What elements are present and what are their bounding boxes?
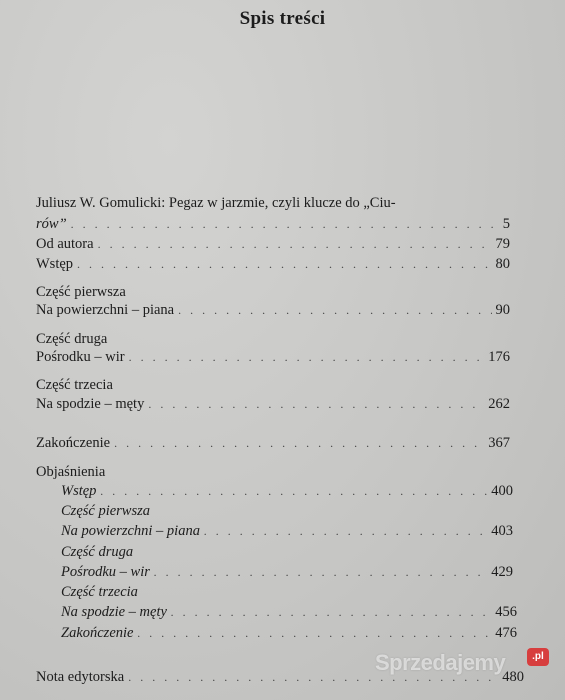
toc-entry-page: 262	[488, 396, 510, 412]
toc-entry-notes-wstep	[61, 482, 513, 500]
toc-entry-label: Na spodzie – męty	[36, 396, 145, 412]
toc-entry-notes-part-3	[61, 603, 517, 621]
toc-entry-page: 5	[502, 216, 510, 232]
notes-heading: Objaśnienia	[36, 464, 106, 480]
notes-part-heading: Część trzecia	[61, 584, 138, 600]
toc-entry-label: Wstęp	[61, 483, 97, 499]
leader-dots	[77, 255, 491, 273]
toc-entry-page: 90	[495, 302, 510, 318]
leader-dots	[114, 434, 484, 452]
toc-entry-label: Wstęp	[36, 256, 74, 272]
toc-entry-part-3	[36, 395, 510, 413]
toc-entry-od-autora	[36, 235, 510, 253]
part-heading: Część trzecia	[36, 377, 113, 393]
toc-entry-notes-part-1	[61, 522, 513, 540]
toc-entry-label: Nota edytorska	[36, 669, 125, 685]
toc-entry-page: 176	[488, 349, 510, 365]
toc-entry-page: 367	[488, 435, 510, 451]
toc-entry-label: Na spodzie – męty	[61, 604, 167, 620]
watermark-text: Sprzedajemy	[375, 650, 506, 675]
toc-entry-label: Zakończenie	[36, 435, 111, 451]
toc-entry-intro	[36, 215, 510, 233]
toc-entry-page: 79	[495, 236, 510, 252]
page-title: Spis treści	[239, 8, 326, 29]
toc-entry-page: 400	[491, 483, 513, 499]
intro-line-1	[36, 194, 396, 212]
toc-entry-notes-part-2	[61, 563, 513, 581]
watermark-logo	[375, 646, 553, 686]
toc-entry-page: 403	[491, 523, 513, 539]
leader-dots	[178, 301, 491, 319]
toc-entry-part-2	[36, 348, 510, 366]
leader-dots	[148, 395, 484, 413]
toc-entry-page: 476	[495, 625, 517, 641]
toc-entry-label: Od autora	[36, 236, 94, 252]
intro-text: Juliusz W. Gomulicki: Pegaz w jarzmie, czyli klucze do „Ciu-	[36, 195, 396, 211]
leader-dots	[129, 348, 485, 366]
toc-entry-label: Pośrodku – wir	[61, 564, 150, 580]
toc-entry-notes-zakonczenie	[61, 624, 517, 642]
toc-entry-label: Pośrodku – wir	[36, 349, 125, 365]
toc-entry-part-1	[36, 301, 510, 319]
watermark-badge: .pl	[527, 648, 549, 666]
toc-entry-label: rów”	[36, 216, 67, 232]
leader-dots	[100, 482, 487, 500]
leader-dots	[171, 603, 491, 621]
leader-dots	[154, 563, 487, 581]
part-heading: Część druga	[36, 331, 108, 347]
toc-entry-zakonczenie	[36, 434, 510, 452]
toc-entry-wstep	[36, 255, 510, 273]
leader-dots	[137, 624, 491, 642]
leader-dots	[204, 522, 487, 540]
toc-entry-label: Na powierzchni – piana	[61, 523, 200, 539]
notes-part-heading: Część druga	[61, 544, 134, 560]
toc-entry-page: 80	[495, 256, 510, 272]
toc-entry-page: 480	[502, 669, 524, 685]
notes-part-heading: Część pierwsza	[61, 503, 151, 519]
leader-dots	[71, 215, 499, 233]
part-heading: Część pierwsza	[36, 284, 126, 300]
toc-entry-label: Na powierzchni – piana	[36, 302, 175, 318]
leader-dots	[98, 235, 492, 253]
toc-entry-page: 429	[491, 564, 513, 580]
toc-entry-label: Zakończenie	[61, 625, 134, 641]
toc-entry-page: 456	[495, 604, 517, 620]
